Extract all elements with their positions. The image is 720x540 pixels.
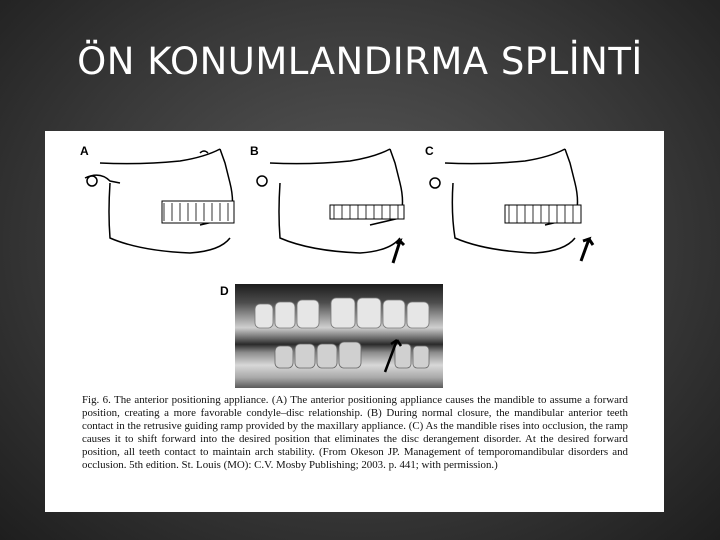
figure-image — [45, 131, 664, 512]
caption-text: The anterior positioning appliance. (A) The anterior positioning appliance causes the mandible to assume a forward position, creating a more favorable condyle–disc relationship. (B) During normal closure, the mandibular anterior teeth contact in the retrusive guiding ramp provided by the maxillary appliance. (C) As the mandible rises into occlusion, the ramp causes it to shift forward into the desired position that eliminates the disc derangement disorder. At the desired forward position, all teeth contact to maintain arch stability. (From Okeson JP. Management of temporomandibular disorders and occlusion. 5th edition. St. Louis (MO): C.V. Mosby Publishing; 2003. p. 441; with permission.) — [82, 394, 628, 471]
panel-label-a: A — [80, 144, 89, 158]
caption-label: Fig. 6. — [82, 394, 111, 406]
slide-title: ÖN KONUMLANDIRMA SPLİNTİ — [77, 40, 643, 83]
jaw-drawing-c — [425, 143, 595, 273]
panel-label-b: B — [250, 144, 259, 158]
panel-label-d: D — [220, 284, 229, 298]
panel-label-c: C — [425, 144, 434, 158]
jaw-drawing-b — [250, 143, 415, 273]
intraoral-photo — [235, 284, 443, 388]
figure-caption — [82, 394, 628, 471]
jaw-drawing-a — [80, 143, 245, 273]
